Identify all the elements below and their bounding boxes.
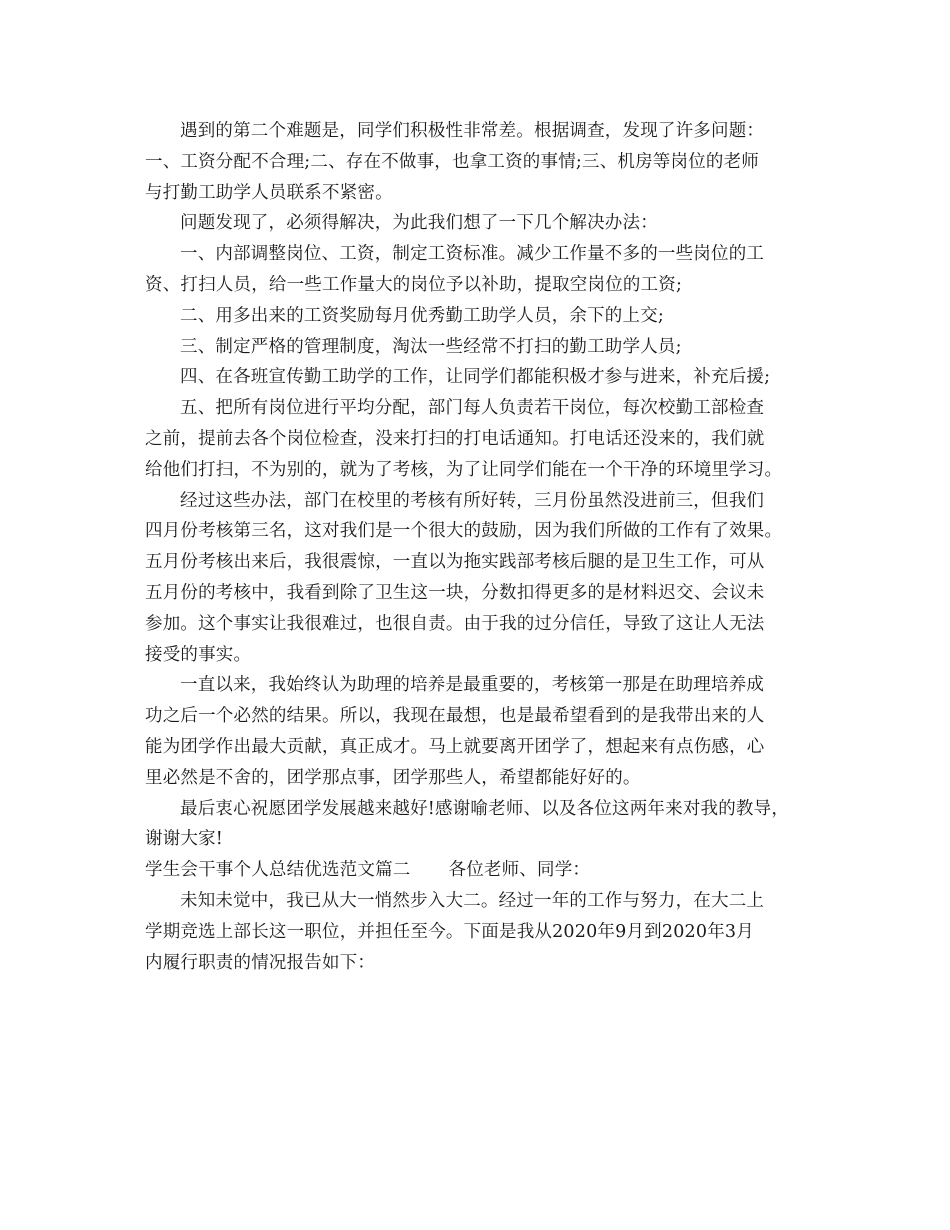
paragraph-line: 功之后一个必然的结果。所以，我现在最想，也是最希望看到的是我带出来的人: [145, 706, 765, 727]
paragraph-line: 里必然是不舍的，团学那点事，团学那些人，希望都能好好的。: [145, 767, 641, 788]
paragraph-line: 一直以来，我始终认为助理的培养是最重要的，考核第一那是在助理培养成: [180, 675, 765, 696]
paragraph: [145, 239, 825, 301]
paragraph-line: 之前，提前去各个岗位检查，没来打扫的打电话通知。打电话还没来的，我们就: [145, 428, 765, 449]
paragraph-line: 四月份考核第三名，这对我们是一个很大的鼓励，因为我们所做的工作有了效果。: [145, 521, 783, 542]
paragraph: [145, 301, 825, 332]
paragraph: [145, 393, 825, 485]
paragraph-line: 四、在各班宣传勤工助学的工作，让同学们都能积极才参与进来，补充后援;: [180, 367, 771, 388]
paragraph-line: 与打勤工助学人员联系不紧密。: [145, 182, 393, 203]
paragraph: [145, 208, 825, 239]
paragraph: [145, 794, 825, 856]
paragraph-line: 学期竞选上部长这一职位，并担任至今。下面是我从2020年9月到2020年3月: [145, 921, 754, 942]
paragraph-line: 五、把所有岗位进行平均分配，部门每人负责若干岗位，每次校勤工部检查: [180, 398, 765, 419]
paragraph-line: 一、内部调整岗位、工资，制定工资标准。减少工作量不多的一些岗位的工: [180, 244, 765, 265]
paragraph-line: 最后衷心祝愿团学发展越来越好!感谢喻老师、以及各位这两年来对我的教导，: [180, 798, 790, 819]
paragraph: [145, 332, 825, 363]
paragraph-line: 能为团学作出最大贡献，真正成才。马上就要离开团学了，想起来有点伤感，心: [145, 736, 765, 757]
greeting: 各位老师、同学：: [448, 860, 591, 881]
paragraph-line: 未知未觉中，我已从大一悄然步入大二。经过一年的工作与努力，在大二上: [180, 890, 765, 911]
section-heading: [145, 855, 825, 886]
paragraph-line: 三、制定严格的管理制度，淘汰一些经常不打扫的勤工助学人员;: [180, 336, 682, 357]
paragraph: [145, 362, 825, 393]
document-body: [145, 116, 825, 978]
paragraph-line: 经过这些办法，部门在校里的考核有所好转，三月份虽然没进前三，但我们: [180, 490, 765, 511]
paragraph: [145, 116, 825, 208]
paragraph-line: 接受的事实。: [145, 644, 252, 665]
paragraph-line: 五月份的考核中，我看到除了卫生这一块，分数扣得更多的是材料迟交、会议未: [145, 582, 765, 603]
section-title: 学生会干事个人总结优选范文篇二: [145, 860, 411, 881]
paragraph-line: 遇到的第二个难题是，同学们积极性非常差。根据调查，发现了许多问题：: [180, 121, 765, 141]
paragraph-line: 一、工资分配不合理;二、存在不做事，也拿工资的事情;三、机房等岗位的老师: [145, 151, 759, 172]
paragraph-line: 资、打扫人员，给一些工作量大的岗位予以补助，提取空岗位的工资;: [145, 274, 683, 295]
paragraph-line: 内履行职责的情况报告如下：: [145, 952, 376, 973]
paragraph-line: 谢谢大家!: [145, 829, 224, 850]
paragraph-line: 参加。这个事实让我很难过，也很自责。由于我的过分信任，导致了这让人无法: [145, 613, 765, 634]
paragraph-line: 五月份考核出来后，我很震惊，一直以为拖实践部考核后腿的是卫生工作，可从: [145, 552, 765, 573]
paragraph-line: 问题发现了，必须得解决，为此我们想了一下几个解决办法：: [180, 213, 658, 234]
paragraph-line: 二、用多出来的工资奖励每月优秀勤工助学人员，余下的上交;: [180, 305, 664, 326]
paragraph: [145, 886, 825, 978]
paragraph: [145, 670, 825, 793]
paragraph: [145, 486, 825, 671]
paragraph-line: 给他们打扫，不为别的，就为了考核，为了让同学们能在一个干净的环境里学习。: [145, 459, 783, 480]
